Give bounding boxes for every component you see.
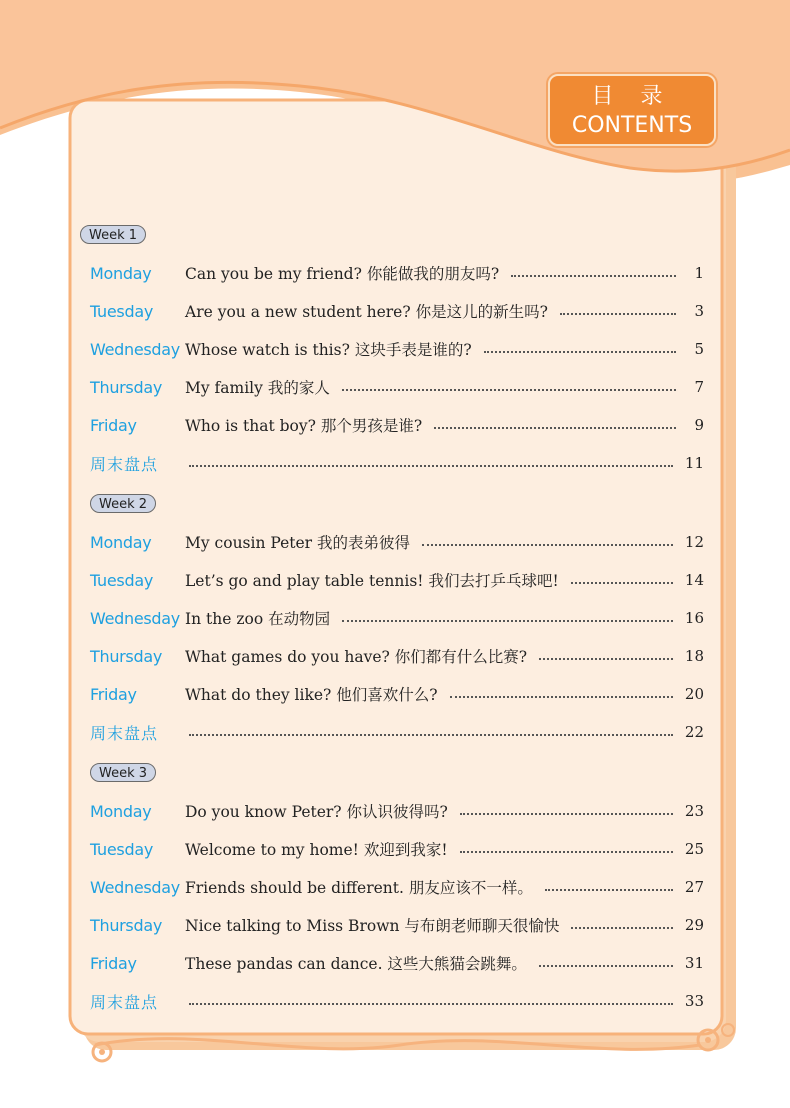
page-number: 9 — [694, 416, 704, 434]
day-label: 周末盘点 — [90, 723, 159, 743]
entry-title: Who is that boy? 那个男孩是谁? — [185, 417, 423, 435]
entry-title: These pandas can dance. 这些大熊猫会跳舞。 — [185, 955, 527, 973]
dot-leader — [571, 927, 673, 929]
toc-entry[interactable] — [90, 604, 704, 632]
page-number: 16 — [684, 609, 704, 627]
day-label: Wednesday — [90, 877, 180, 897]
page-number: 11 — [684, 454, 704, 472]
page-number: 7 — [694, 378, 704, 396]
dot-leader — [460, 813, 673, 815]
toc-entry[interactable] — [90, 297, 704, 325]
toc-entry-weekend-review[interactable] — [90, 987, 704, 1015]
dot-leader — [511, 275, 676, 277]
dot-leader — [422, 544, 673, 546]
page-number: 25 — [684, 840, 704, 858]
dot-leader — [342, 389, 676, 391]
dot-leader — [545, 889, 673, 891]
toc-entry[interactable] — [90, 835, 704, 863]
day-label: Monday — [90, 532, 152, 552]
entry-title: In the zoo 在动物园 — [185, 610, 331, 628]
dot-leader — [189, 465, 673, 467]
entry-title: Do you know Peter? 你认识彼得吗? — [185, 803, 448, 821]
toc-entry[interactable] — [90, 259, 704, 287]
dot-leader — [342, 620, 673, 622]
day-label: Tuesday — [90, 839, 153, 859]
toc-entry-weekend-review[interactable] — [90, 449, 704, 477]
dot-leader — [484, 351, 676, 353]
page-number: 33 — [684, 992, 704, 1010]
dot-leader — [450, 696, 673, 698]
day-label: Wednesday — [90, 608, 180, 628]
dot-leader — [539, 658, 673, 660]
entry-title: What games do you have? 你们都有什么比赛? — [185, 648, 528, 666]
week-2-badge: Week 2 — [90, 494, 156, 513]
contents-title-cn: 目 录 — [591, 84, 673, 109]
dot-leader — [539, 965, 673, 967]
dot-leader — [560, 313, 676, 315]
toc-entry[interactable] — [90, 911, 704, 939]
dot-leader — [571, 582, 673, 584]
page-number: 31 — [684, 954, 704, 972]
toc-entry[interactable] — [90, 680, 704, 708]
page-number: 12 — [684, 533, 704, 551]
toc-entry[interactable] — [90, 411, 704, 439]
toc-entry[interactable] — [90, 335, 704, 363]
day-label: Tuesday — [90, 301, 153, 321]
toc-entry[interactable] — [90, 528, 704, 556]
contents-title-box — [548, 74, 716, 146]
day-label: 周末盘点 — [90, 992, 159, 1012]
toc-entry-weekend-review[interactable] — [90, 718, 704, 746]
page-number: 29 — [684, 916, 704, 934]
page-number: 3 — [694, 302, 704, 320]
page-number: 1 — [694, 264, 704, 282]
entry-title: Nice talking to Miss Brown 与布朗老师聊天很愉快 — [185, 917, 560, 935]
dot-leader — [460, 851, 673, 853]
page-number: 18 — [684, 647, 704, 665]
dot-leader — [189, 734, 673, 736]
toc-entry[interactable] — [90, 373, 704, 401]
page-number: 20 — [684, 685, 704, 703]
day-label: Thursday — [90, 646, 162, 666]
toc-entry[interactable] — [90, 873, 704, 901]
toc-entry[interactable] — [90, 642, 704, 670]
day-label: Friday — [90, 684, 137, 704]
week-3-badge: Week 3 — [90, 763, 156, 782]
page-number: 14 — [684, 571, 704, 589]
day-label: Monday — [90, 801, 152, 821]
toc-entry[interactable] — [90, 797, 704, 825]
toc-entry[interactable] — [90, 566, 704, 594]
contents-title-en: CONTENTS — [571, 113, 693, 138]
day-label: Wednesday — [90, 339, 180, 359]
day-label: Tuesday — [90, 570, 153, 590]
entry-title: Let’s go and play table tennis! 我们去打乒乓球吧! — [185, 572, 559, 590]
entry-title: What do they like? 他们喜欢什么? — [185, 686, 438, 704]
entry-title: Friends should be different. 朋友应该不一样。 — [185, 879, 533, 897]
day-label: Friday — [90, 953, 137, 973]
day-label: Monday — [90, 263, 152, 283]
day-label: Thursday — [90, 915, 162, 935]
entry-title: Whose watch is this? 这块手表是谁的? — [185, 341, 472, 359]
dot-leader — [434, 427, 676, 429]
page-number: 22 — [684, 723, 704, 741]
entry-title: My family 我的家人 — [185, 379, 330, 397]
week-1-badge: Week 1 — [80, 225, 146, 244]
page-number: 23 — [684, 802, 704, 820]
dot-leader — [189, 1003, 673, 1005]
entry-title: Are you a new student here? 你是这儿的新生吗? — [185, 303, 548, 321]
entry-title: Welcome to my home! 欢迎到我家! — [185, 841, 448, 859]
day-label: Friday — [90, 415, 137, 435]
entry-title: My cousin Peter 我的表弟彼得 — [185, 534, 411, 552]
toc-entry[interactable] — [90, 949, 704, 977]
day-label: Thursday — [90, 377, 162, 397]
page-number: 5 — [694, 340, 704, 358]
day-label: 周末盘点 — [90, 454, 159, 474]
page-number: 27 — [684, 878, 704, 896]
entry-title: Can you be my friend? 你能做我的朋友吗? — [185, 265, 500, 283]
